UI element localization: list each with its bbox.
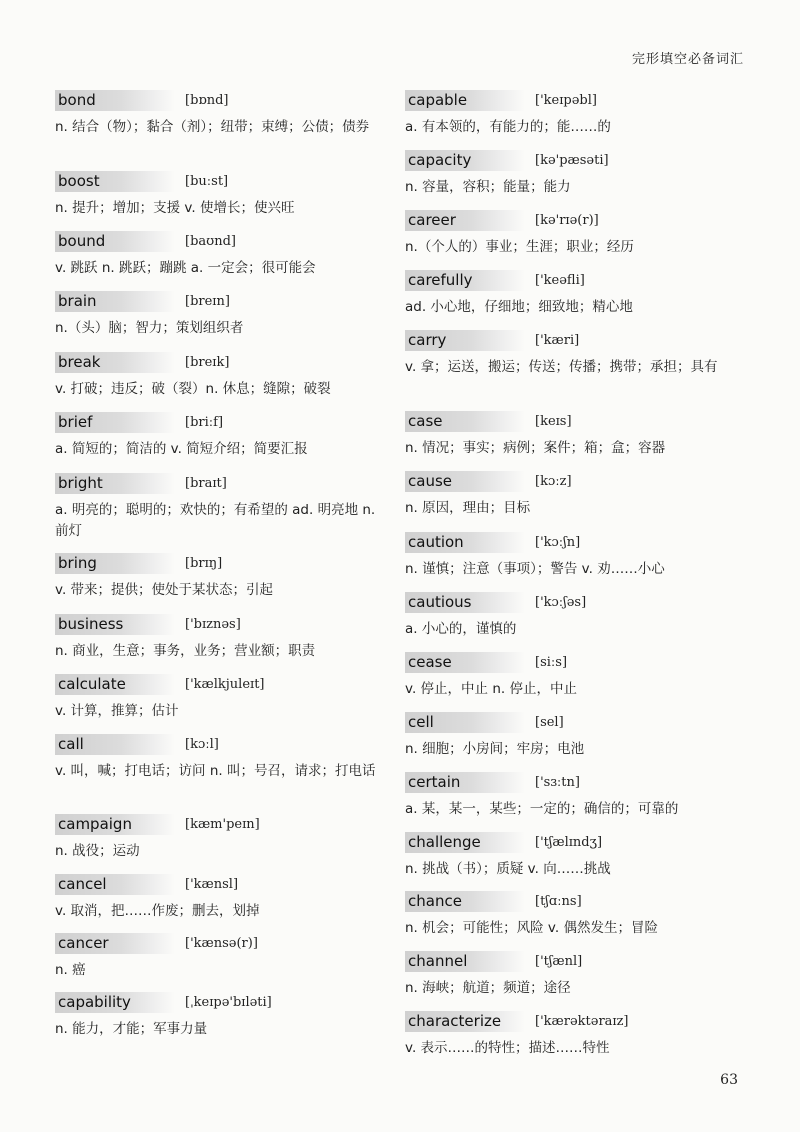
definition: a. 简短的；简洁的 v. 简短介绍；简要汇报 bbox=[55, 441, 308, 457]
headword: brief bbox=[58, 413, 93, 431]
word-row bbox=[405, 830, 750, 854]
headword: cautious bbox=[408, 593, 472, 611]
headword-highlight bbox=[405, 270, 525, 291]
word-entry bbox=[405, 148, 750, 198]
phonetic: ['kælkjuleɪt] bbox=[185, 676, 265, 692]
word-row bbox=[55, 471, 385, 495]
definition: n. 结合（物）；黏合（剂）；纽带；束缚；公债；债券 bbox=[55, 119, 370, 135]
headword-highlight bbox=[405, 532, 525, 553]
phonetic: [siːs] bbox=[535, 654, 568, 670]
headword-highlight bbox=[55, 814, 175, 835]
phonetic: [braɪt] bbox=[185, 475, 227, 491]
word-entry bbox=[405, 710, 750, 760]
word-entry bbox=[55, 471, 385, 542]
word-row bbox=[55, 551, 385, 575]
definition: n. 原因，理由；目标 bbox=[405, 500, 531, 516]
definition: a. 小心的，谨慎的 bbox=[405, 621, 517, 637]
word-row bbox=[55, 229, 385, 253]
headword-highlight bbox=[55, 171, 175, 192]
headword-highlight bbox=[405, 891, 525, 912]
headword: boost bbox=[58, 172, 100, 190]
word-row bbox=[405, 328, 750, 352]
headword: calculate bbox=[58, 675, 126, 693]
word-entry bbox=[405, 268, 750, 318]
headword: chance bbox=[408, 892, 462, 910]
word-entry bbox=[55, 812, 385, 862]
headword-highlight bbox=[405, 411, 525, 432]
phonetic: [ˌkeɪpə'bɪləti] bbox=[185, 994, 272, 1010]
definition: n. 商业，生意；事务，业务；营业额；职责 bbox=[55, 643, 316, 659]
word-row bbox=[405, 469, 750, 493]
page-header-title: 完形填空必备词汇 bbox=[631, 52, 744, 67]
word-entry bbox=[405, 469, 750, 519]
headword-highlight bbox=[405, 330, 525, 351]
word-row bbox=[55, 289, 385, 313]
phonetic: ['keɪpəbl] bbox=[535, 92, 597, 108]
headword: bound bbox=[58, 232, 106, 250]
word-entry bbox=[405, 650, 750, 700]
word-entry bbox=[55, 872, 385, 922]
page-number: 63 bbox=[720, 1072, 738, 1088]
headword: cease bbox=[408, 653, 452, 671]
word-row bbox=[55, 612, 385, 636]
word-row bbox=[405, 590, 750, 614]
definition: n. 容量，容积；能量；能力 bbox=[405, 179, 571, 195]
headword: campaign bbox=[58, 815, 132, 833]
headword: cause bbox=[408, 472, 452, 490]
definition: n. 谨慎；注意（事项）；警告 v. 劝……小心 bbox=[405, 561, 665, 577]
phonetic: [bɒnd] bbox=[185, 92, 229, 108]
phonetic: [kɔːz] bbox=[535, 473, 572, 489]
word-entry bbox=[405, 409, 750, 459]
word-row bbox=[405, 208, 750, 232]
definition: v. 拿；运送，搬运；传送；传播；携带；承担；具有 bbox=[405, 359, 718, 375]
headword-highlight bbox=[55, 352, 175, 373]
headword: break bbox=[58, 353, 101, 371]
phonetic: [tʃɑːns] bbox=[535, 893, 582, 909]
phonetic: ['kærəktəraɪz] bbox=[535, 1013, 629, 1029]
headword: carefully bbox=[408, 271, 473, 289]
word-entry bbox=[405, 590, 750, 640]
word-entry bbox=[55, 169, 385, 219]
word-entry bbox=[405, 830, 750, 880]
definition: n. 挑战（书）；质疑 v. 向……挑战 bbox=[405, 861, 611, 877]
word-entry bbox=[55, 88, 385, 138]
definition: n. 机会；可能性；风险 v. 偶然发生；冒险 bbox=[405, 920, 658, 936]
definition: n.（头）脑；智力；策划组织者 bbox=[55, 320, 244, 336]
headword-highlight bbox=[405, 210, 525, 231]
headword: call bbox=[58, 735, 84, 753]
word-entry bbox=[405, 88, 750, 138]
phonetic: [kɔːl] bbox=[185, 736, 219, 752]
definition: v. 取消，把……作废；删去，划掉 bbox=[55, 903, 260, 919]
definition: n. 海峡；航道；频道；途径 bbox=[405, 980, 571, 996]
phonetic: ['tʃælɪndʒ] bbox=[535, 834, 603, 850]
definition: n. 能力，才能；军事力量 bbox=[55, 1021, 208, 1037]
phonetic: ['keəfli] bbox=[535, 272, 585, 288]
headword-highlight bbox=[55, 231, 175, 252]
definition: v. 跳跃 n. 跳跃；蹦跳 a. 一定会；很可能会 bbox=[55, 260, 316, 276]
headword: certain bbox=[408, 773, 461, 791]
phonetic: [kə'pæsəti] bbox=[535, 152, 609, 168]
headword-highlight bbox=[405, 712, 525, 733]
word-row bbox=[55, 812, 385, 836]
headword: brain bbox=[58, 292, 97, 310]
word-entry bbox=[55, 410, 385, 460]
definition: a. 明亮的；聪明的；欢快的；有希望的 ad. 明亮地 n. 前灯 bbox=[55, 502, 376, 539]
definition: v. 打破；违反；破（裂）n. 休息；缝隙；破裂 bbox=[55, 381, 331, 397]
word-row bbox=[405, 409, 750, 433]
definition: n. 癌 bbox=[55, 962, 86, 978]
phonetic: [breɪk] bbox=[185, 354, 230, 370]
phonetic: [keɪs] bbox=[535, 413, 572, 429]
headword-highlight bbox=[405, 832, 525, 853]
headword: capability bbox=[58, 993, 131, 1011]
word-row bbox=[405, 889, 750, 913]
word-row bbox=[55, 169, 385, 193]
word-row bbox=[405, 650, 750, 674]
word-entry bbox=[55, 350, 385, 400]
headword-highlight bbox=[55, 874, 175, 895]
definition: a. 有本领的，有能力的；能……的 bbox=[405, 119, 611, 135]
phonetic: [sel] bbox=[535, 714, 564, 730]
phonetic: ['kænsl] bbox=[185, 876, 239, 892]
headword-highlight bbox=[405, 592, 525, 613]
headword: cell bbox=[408, 713, 434, 731]
definition: v. 表示……的特性；描述……特性 bbox=[405, 1040, 610, 1056]
headword-highlight bbox=[55, 614, 175, 635]
word-entry bbox=[405, 770, 750, 820]
phonetic: ['tʃænl] bbox=[535, 953, 583, 969]
headword: caution bbox=[408, 533, 464, 551]
word-entry bbox=[405, 949, 750, 999]
headword: career bbox=[408, 211, 456, 229]
word-entry bbox=[405, 889, 750, 939]
word-row bbox=[55, 350, 385, 374]
headword: capable bbox=[408, 91, 468, 109]
word-entry bbox=[55, 612, 385, 662]
definition: a. 某，某一，某些；一定的；确信的；可靠的 bbox=[405, 801, 679, 817]
headword: capacity bbox=[408, 151, 472, 169]
definition: v. 叫，喊；打电话；访问 n. 叫；号召，请求；打电话 bbox=[55, 763, 376, 779]
headword-highlight bbox=[55, 90, 175, 111]
headword: bright bbox=[58, 474, 103, 492]
phonetic: [breɪn] bbox=[185, 293, 230, 309]
definition: v. 停止，中止 n. 停止，中止 bbox=[405, 681, 577, 697]
word-row bbox=[405, 949, 750, 973]
phonetic: [buːst] bbox=[185, 173, 229, 189]
headword-highlight bbox=[405, 90, 525, 111]
definition: n. 情况；事实；病例；案件；箱；盒；容器 bbox=[405, 440, 666, 456]
definition: n.（个人的）事业；生涯；职业；经历 bbox=[405, 239, 634, 255]
headword-highlight bbox=[405, 652, 525, 673]
word-entry bbox=[405, 208, 750, 258]
headword: carry bbox=[408, 331, 447, 349]
word-row bbox=[405, 148, 750, 172]
headword: cancer bbox=[58, 934, 109, 952]
word-entry bbox=[55, 990, 385, 1040]
word-row bbox=[405, 268, 750, 292]
word-row bbox=[55, 872, 385, 896]
word-row bbox=[55, 410, 385, 434]
word-row bbox=[405, 1009, 750, 1033]
headword-highlight bbox=[55, 291, 175, 312]
word-row bbox=[55, 672, 385, 696]
definition: n. 提升；增加；支援 v. 使增长；使兴旺 bbox=[55, 200, 295, 216]
definition: v. 带来；提供；使处于某状态；引起 bbox=[55, 582, 274, 598]
phonetic: [kæm'peɪn] bbox=[185, 816, 260, 832]
word-entry bbox=[405, 530, 750, 580]
headword-highlight bbox=[55, 553, 175, 574]
phonetic: [brɪŋ] bbox=[185, 555, 223, 571]
word-row bbox=[405, 770, 750, 794]
phonetic: ['kɔːʃəs] bbox=[535, 594, 587, 610]
headword-highlight bbox=[55, 412, 175, 433]
definition: n. 战役；运动 bbox=[55, 843, 140, 859]
headword: case bbox=[408, 412, 443, 430]
word-row bbox=[55, 732, 385, 756]
headword: channel bbox=[408, 952, 468, 970]
headword-highlight bbox=[405, 150, 525, 171]
word-entry bbox=[55, 672, 385, 722]
headword-highlight bbox=[405, 951, 525, 972]
phonetic: [briːf] bbox=[185, 414, 224, 430]
word-row bbox=[405, 88, 750, 112]
word-entry bbox=[405, 328, 750, 378]
phonetic: ['kɔːʃn] bbox=[535, 534, 581, 550]
word-row bbox=[55, 931, 385, 955]
headword: characterize bbox=[408, 1012, 502, 1030]
phonetic: ['bɪznəs] bbox=[185, 616, 241, 632]
definition: ad. 小心地，仔细地；细致地；精心地 bbox=[405, 299, 633, 315]
word-row bbox=[405, 710, 750, 734]
headword: bond bbox=[58, 91, 96, 109]
headword: cancel bbox=[58, 875, 107, 893]
phonetic: ['sɜːtn] bbox=[535, 774, 580, 790]
word-entry bbox=[55, 931, 385, 981]
phonetic: ['kænsə(r)] bbox=[185, 935, 258, 951]
word-row bbox=[55, 990, 385, 1014]
word-entry bbox=[55, 732, 385, 782]
phonetic: ['kæri] bbox=[535, 332, 580, 348]
headword-highlight bbox=[55, 992, 175, 1013]
word-entry bbox=[55, 289, 385, 339]
word-entry bbox=[55, 551, 385, 601]
headword-highlight bbox=[55, 674, 175, 695]
headword: bring bbox=[58, 554, 97, 572]
word-entry bbox=[55, 229, 385, 279]
headword-highlight bbox=[55, 734, 175, 755]
headword-highlight bbox=[405, 772, 525, 793]
headword-highlight bbox=[55, 473, 175, 494]
headword-highlight bbox=[55, 933, 175, 954]
word-row bbox=[55, 88, 385, 112]
headword-highlight bbox=[405, 1011, 525, 1032]
word-row bbox=[405, 530, 750, 554]
headword-highlight bbox=[405, 471, 525, 492]
headword: business bbox=[58, 615, 124, 633]
definition: n. 细胞；小房间；牢房；电池 bbox=[405, 741, 585, 757]
phonetic: [kə'rɪə(r)] bbox=[535, 212, 599, 228]
phonetic: [baʊnd] bbox=[185, 233, 236, 249]
headword: challenge bbox=[408, 833, 481, 851]
word-entry bbox=[405, 1009, 750, 1059]
definition: v. 计算，推算；估计 bbox=[55, 703, 179, 719]
